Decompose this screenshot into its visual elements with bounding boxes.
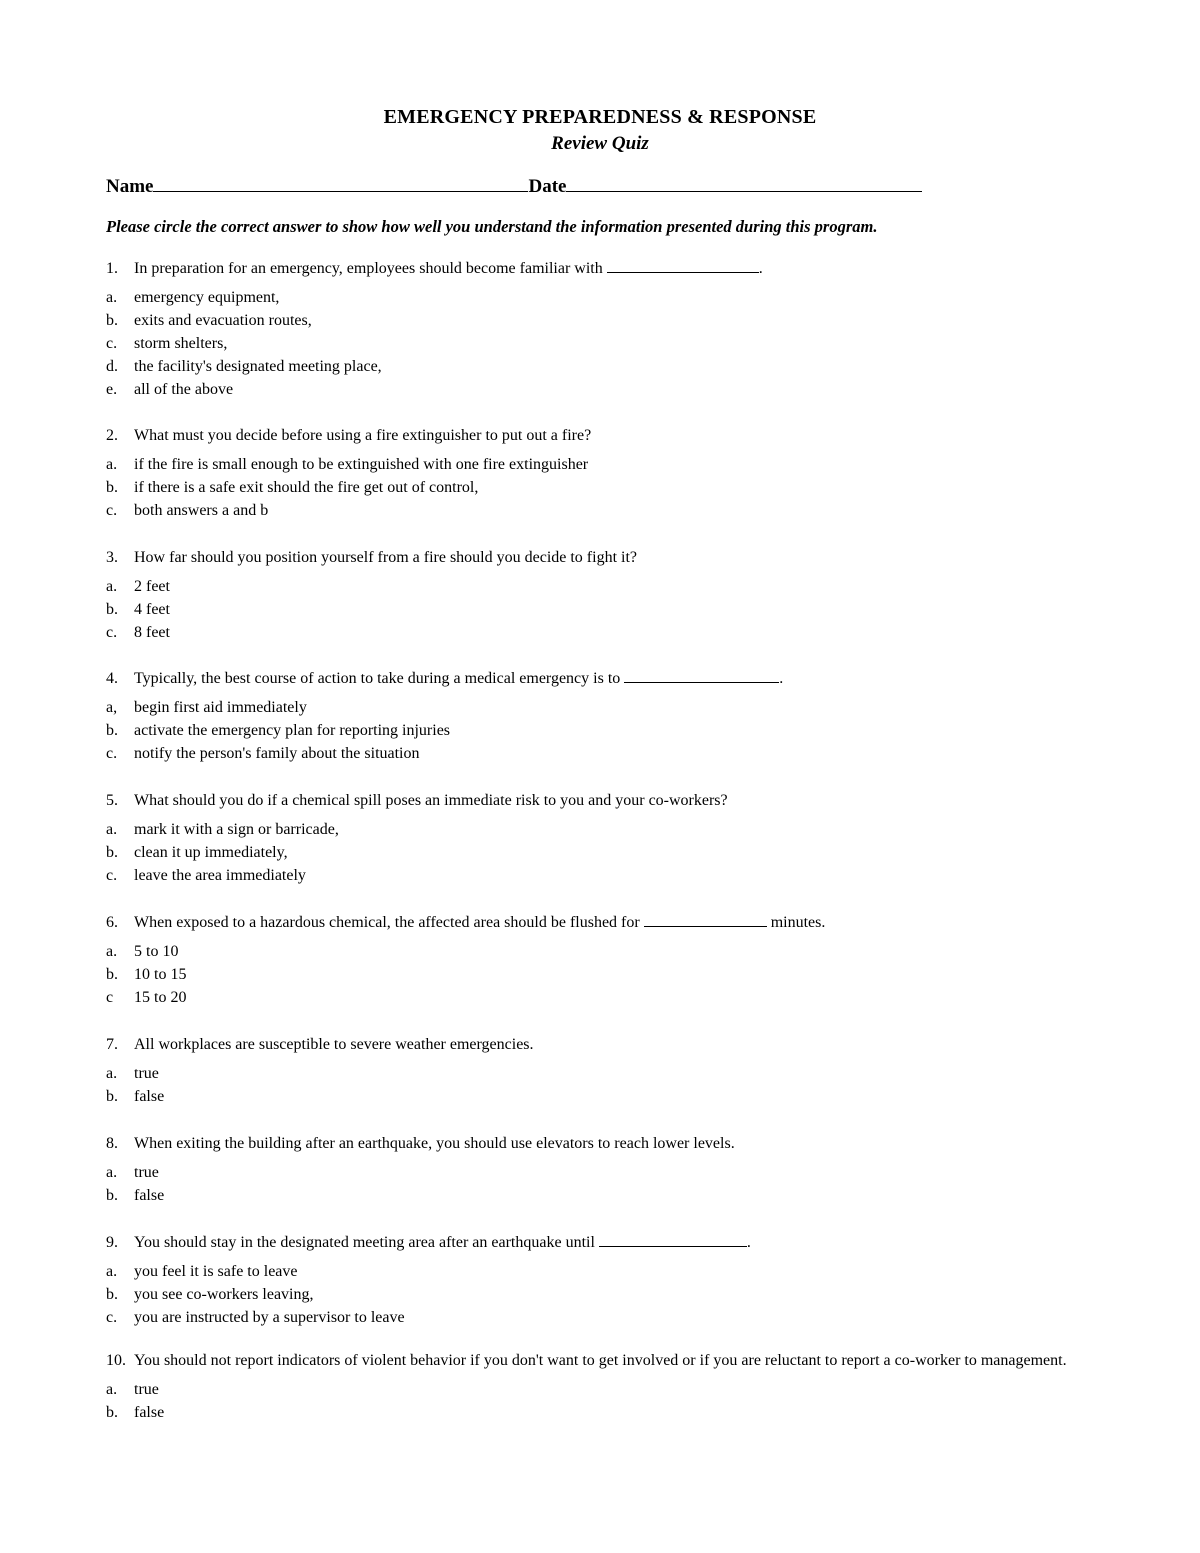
question-number: 3. (106, 549, 118, 566)
question-5 (106, 789, 1086, 887)
question-stem (106, 1350, 1081, 1372)
answer-option[interactable] (106, 476, 1086, 499)
answer-option[interactable] (106, 963, 1086, 986)
question-text: When exiting the building after an earthquake, you should use elevators to reach lower levels. (134, 1135, 735, 1152)
option-text: 15 to 20 (134, 989, 187, 1006)
option-text: notify the person's family about the situation (134, 745, 420, 762)
answer-option[interactable] (106, 841, 1086, 864)
option-letter: b. (106, 844, 118, 861)
question-number: 7. (106, 1036, 118, 1053)
option-text: false (134, 1404, 165, 1421)
answer-option[interactable] (106, 1085, 1086, 1108)
answer-option[interactable] (106, 309, 1086, 332)
option-text: if there is a safe exit should the fire get out of control, (134, 479, 479, 496)
option-text: all of the above (134, 381, 234, 398)
answer-blank-line (624, 668, 779, 683)
option-letter: a. (106, 1263, 118, 1280)
option-letter: b. (106, 1088, 118, 1105)
page-subtitle: Review Quiz (551, 133, 649, 154)
question-text-end: . (746, 1234, 751, 1251)
option-letter: a. (106, 578, 118, 595)
option-text: 10 to 15 (134, 966, 187, 983)
option-text: you see co-workers leaving, (134, 1286, 314, 1303)
option-letter: a. (106, 456, 118, 473)
answer-option[interactable] (106, 499, 1086, 522)
question-number: 4. (106, 670, 118, 687)
option-letter: c. (106, 624, 118, 641)
option-text: false (134, 1088, 165, 1105)
question-10 (106, 1350, 1086, 1424)
option-text: activate the emergency plan for reporting injuries (134, 722, 451, 739)
option-letter: a. (106, 943, 118, 960)
question-text-end: minutes. (770, 914, 826, 931)
option-text: exits and evacuation routes, (134, 312, 312, 329)
answer-option[interactable] (106, 986, 1086, 1009)
answer-option[interactable] (106, 1062, 1086, 1085)
answer-blank-line (599, 1232, 747, 1247)
answer-option[interactable] (106, 864, 1086, 887)
question-stem (106, 1132, 1086, 1155)
option-letter: a. (106, 289, 118, 306)
question-number: 6. (106, 914, 118, 931)
option-text: 8 feet (134, 624, 170, 641)
option-text: the facility's designated meeting place, (134, 358, 382, 375)
option-letter: a, (106, 699, 118, 716)
question-text: Typically, the best course of action to take during a medical emergency is to (134, 670, 621, 687)
question-text: You should stay in the designated meeting area after an earthquake until (134, 1234, 595, 1251)
option-letter: a. (106, 1381, 118, 1398)
option-letter: b. (106, 479, 118, 496)
option-text: 2 feet (134, 578, 170, 595)
option-text: storm shelters, (134, 335, 228, 352)
question-text: You should not report indicators of violent behavior if you don't want to get involved or if you are reluctant to report a co-worker to management. (134, 1352, 1067, 1369)
name-blank-line[interactable] (153, 174, 528, 192)
option-text: clean it up immediately, (134, 844, 288, 861)
answer-option[interactable] (106, 378, 1086, 401)
date-blank-line[interactable] (566, 174, 922, 192)
option-letter: b. (106, 1187, 118, 1204)
question-text-end: . (758, 260, 763, 277)
answer-option[interactable] (106, 696, 1086, 719)
option-letter: c. (106, 867, 118, 884)
answer-option[interactable] (106, 719, 1086, 742)
question-text: What should you do if a chemical spill poses an immediate risk to you and your co-workers? (134, 792, 728, 809)
question-1 (106, 257, 1086, 401)
question-number: 5. (106, 792, 118, 809)
option-text: emergency equipment, (134, 289, 280, 306)
question-stem (106, 424, 1086, 447)
date-label: Date (528, 176, 567, 197)
option-letter: a. (106, 1164, 118, 1181)
answer-option[interactable] (106, 1378, 1086, 1401)
question-6 (106, 911, 1086, 1009)
question-text: How far should you position yourself from a fire should you decide to fight it? (134, 549, 638, 566)
answer-option[interactable] (106, 453, 1086, 476)
question-4 (106, 667, 1086, 765)
name-label: Name (106, 176, 154, 197)
option-letter: c. (106, 502, 118, 519)
answer-option[interactable] (106, 1401, 1086, 1424)
option-text: mark it with a sign or barricade, (134, 821, 339, 838)
answer-option[interactable] (106, 1161, 1086, 1184)
answer-option[interactable] (106, 742, 1086, 765)
question-number: 8. (106, 1135, 118, 1152)
option-text: true (134, 1164, 159, 1181)
question-stem (106, 546, 1086, 569)
option-letter: c. (106, 335, 118, 352)
question-text: All workplaces are susceptible to severe weather emergencies. (134, 1036, 534, 1053)
question-text-end: . (779, 670, 784, 687)
option-text: 5 to 10 (134, 943, 179, 960)
answer-option[interactable] (106, 598, 1086, 621)
option-letter: b. (106, 312, 118, 329)
page-title: EMERGENCY PREPAREDNESS & RESPONSE (383, 106, 817, 128)
question-7 (106, 1033, 1086, 1108)
question-3 (106, 546, 1086, 644)
option-text: false (134, 1187, 165, 1204)
answer-option[interactable] (106, 1283, 1086, 1306)
question-2 (106, 424, 1086, 522)
option-text: leave the area immediately (134, 867, 306, 884)
question-stem (106, 257, 1086, 280)
option-letter: a. (106, 821, 118, 838)
question-text: When exposed to a hazardous chemical, the affected area should be flushed for (134, 914, 640, 931)
option-letter: b. (106, 1286, 118, 1303)
answer-option[interactable] (106, 575, 1086, 598)
option-letter: a. (106, 1065, 118, 1082)
option-letter: b. (106, 601, 118, 618)
answer-option[interactable] (106, 818, 1086, 841)
option-text: 4 feet (134, 601, 170, 618)
question-number: 1. (106, 260, 118, 277)
option-letter: b. (106, 1404, 118, 1421)
answer-option[interactable] (106, 940, 1086, 963)
option-text: both answers a and b (134, 502, 269, 519)
answer-option[interactable] (106, 286, 1086, 309)
option-text: you feel it is safe to leave (134, 1263, 298, 1280)
question-stem (106, 789, 1086, 812)
question-9 (106, 1231, 1086, 1329)
question-stem (106, 667, 1086, 690)
option-text: you are instructed by a supervisor to leave (134, 1309, 405, 1326)
answer-option[interactable] (106, 332, 1086, 355)
question-stem (106, 911, 1086, 934)
answer-blank-line (607, 258, 759, 273)
answer-option[interactable] (106, 1260, 1086, 1283)
option-text: begin first aid immediately (134, 699, 307, 716)
question-stem (106, 1033, 1086, 1056)
answer-blank-line (644, 912, 767, 927)
option-text: true (134, 1065, 159, 1082)
option-letter: d. (106, 358, 118, 375)
name-date-fields (106, 174, 922, 198)
option-letter: b. (106, 966, 118, 983)
option-letter: c. (106, 745, 118, 762)
answer-option[interactable] (106, 1184, 1086, 1207)
question-text: What must you decide before using a fire extinguisher to put out a fire? (134, 427, 592, 444)
question-stem (106, 1231, 1086, 1254)
question-number: 2. (106, 427, 118, 444)
question-number: 9. (106, 1234, 118, 1251)
option-text: if the fire is small enough to be extinguished with one fire extinguisher (134, 456, 589, 473)
option-letter: c. (106, 1309, 118, 1326)
question-8 (106, 1132, 1086, 1207)
option-text: true (134, 1381, 159, 1398)
answer-option[interactable] (106, 355, 1086, 378)
option-letter: c (106, 989, 114, 1006)
option-letter: b. (106, 722, 118, 739)
instructions-text: Please circle the correct answer to show how well you understand the information presented during this program. (106, 217, 878, 236)
question-text: In preparation for an emergency, employees should become familiar with (134, 260, 603, 277)
question-number: 10. (106, 1352, 126, 1369)
answer-option[interactable] (106, 621, 1086, 644)
answer-option[interactable] (106, 1306, 1086, 1329)
option-letter: e. (106, 381, 118, 398)
